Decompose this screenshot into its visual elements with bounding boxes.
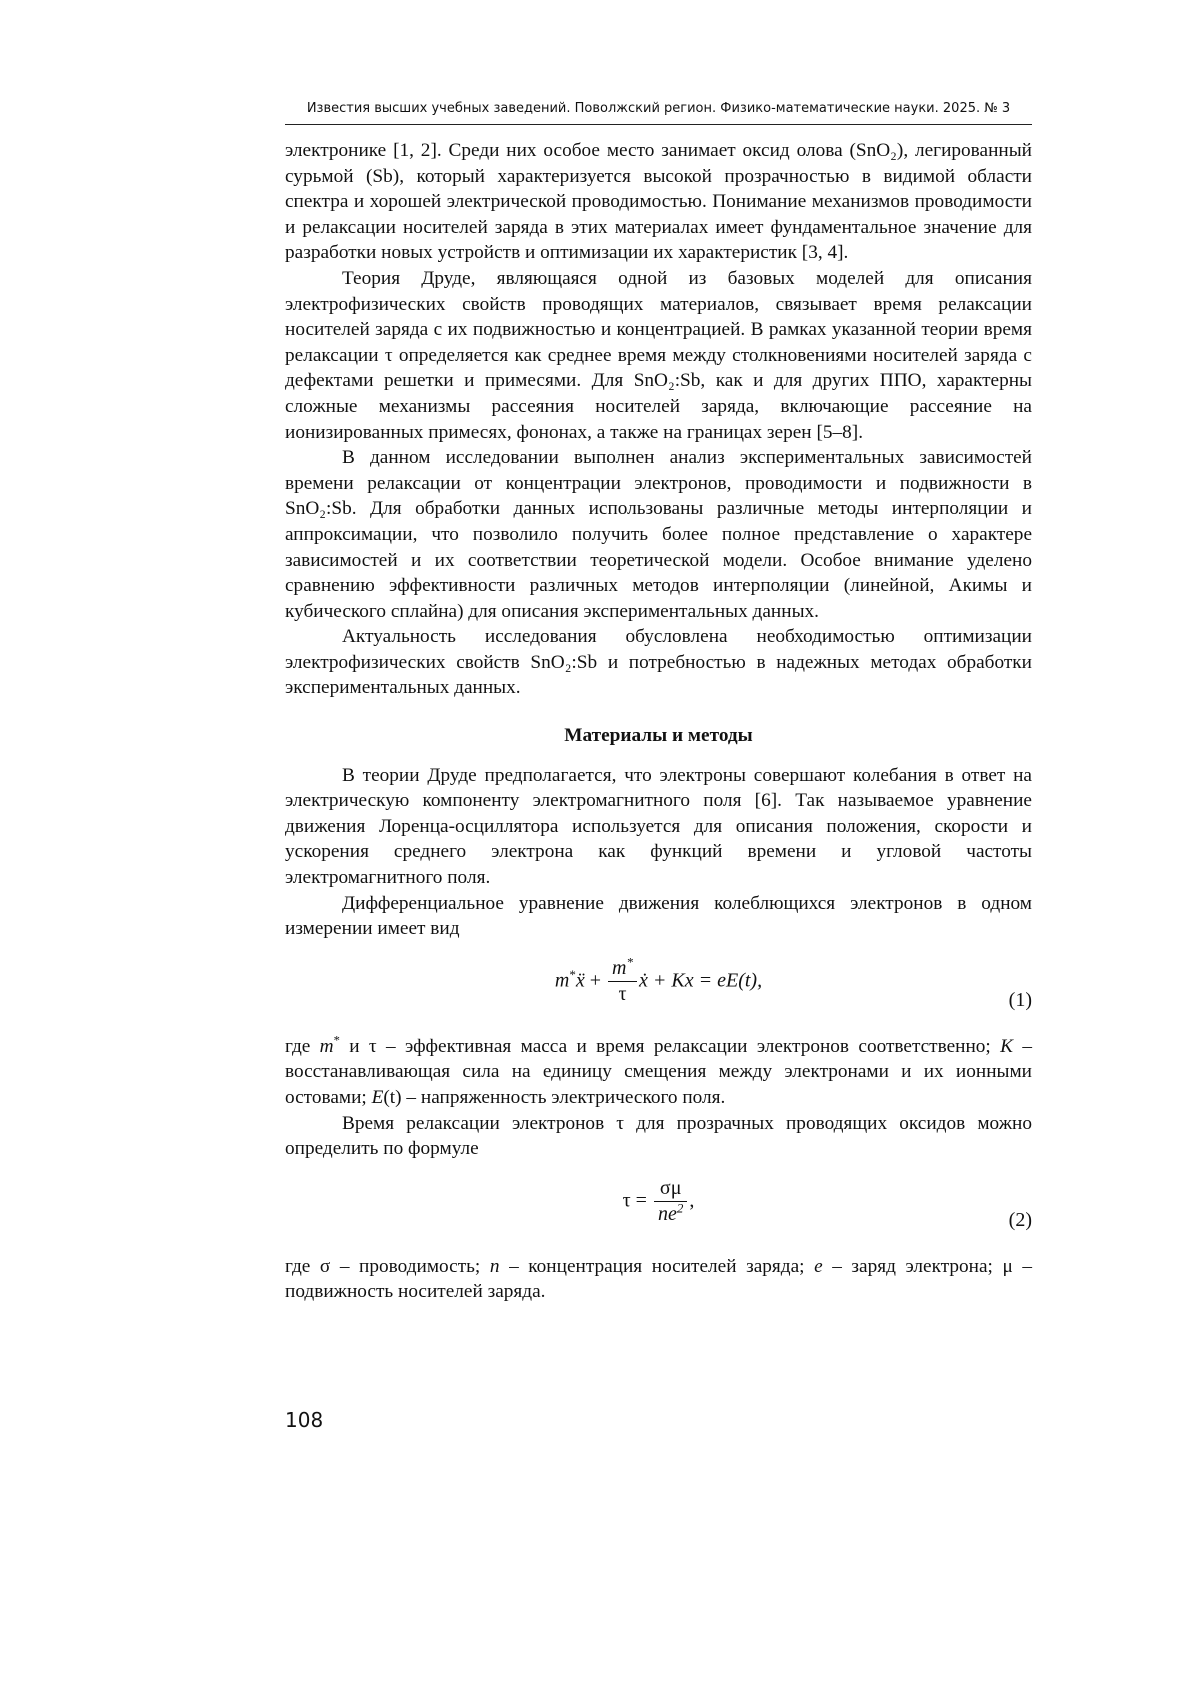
article-body	[285, 138, 1032, 1305]
section-heading-methods: Материалы и методы	[564, 725, 753, 747]
paragraph-eq1-definitions: где m* и τ – эффективная масса и время релаксации электронов соответственно; K – восстанавливающая сила на единицу смещения между электронами и их ионными остовами; E(t) – напряженность электрического поля.	[285, 1033, 1033, 1108]
equation-1-formula: m*ẍ + $\frac{m^*}{\tau}$ ẋ + Kx = eE(t),	[285, 956, 1032, 1008]
page-number: 108	[285, 1408, 324, 1432]
equation-1-number: (1)	[1008, 988, 1032, 1011]
paragraph-diff-equation-intro: Дифференциальное уравнение движения колеблющихся электронов в одном измерении имеет вид	[285, 892, 1032, 940]
equation-2-number: (2)	[1008, 1208, 1032, 1231]
equation-2	[285, 1176, 1032, 1254]
paragraph-drude-oscillation: В теории Друде предполагается, что электроны совершают колебания в ответ на электрическую компоненту электромагнитного поля [6]. Так называемое уравнение движения Лоренца-осциллятора используется для описания положения, скорости и ускорения среднего электрона как функций времени и угловой частоты электромагнитного поля.	[285, 764, 1032, 889]
header-rule	[285, 124, 1032, 125]
equation-1-fraction: $\frac{m^*}{\tau}$	[608, 956, 637, 1008]
paragraph-relaxation-time-formula-intro: Время релаксации электронов τ для прозрачных проводящих оксидов можно определить по формуле	[285, 1112, 1032, 1160]
equation-1	[285, 956, 1032, 1034]
paragraph-intro-continued: электронике [1, 2]. Среди них особое место занимает оксид олова (SnO₂), легированный сурьмой (Sb), который характеризуется высокой прозрачностью в видимой области спектра и хорошей электрической проводимостью. Понимание механизмов проводимости и релаксации носителей заряда в этих материалах имеет фундаментальное значение для разработки новых устройств и оптимизации их характеристик [3, 4].	[285, 140, 1032, 264]
paragraph-relevance: Актуальность исследования обусловлена необходимостью оптимизации электрофизических свойств SnO₂:Sb и потребностью в надежных методах обработки экспериментальных данных.	[285, 626, 1032, 699]
paragraph-study-scope: В данном исследовании выполнен анализ экспериментальных зависимостей времени релаксации от концентрации электронов, проводимости и подвижности в SnO₂:Sb. Для обработки данных использованы различные методы интерполяции и аппроксимации, что позволило получить более полное представление о характере зависимостей и их соответствии теоретической модели. Особое внимание уделено сравнению эффективности различных методов интерполяции (линейной, Акимы и кубического сплайна) для описания экспериментальных данных.	[285, 447, 1032, 622]
equation-2-fraction: $\frac{\sigma\mu}{ne^2}$	[654, 1176, 687, 1228]
equation-2-formula: τ = $\frac{\sigma\mu}{ne^2}$ ,	[285, 1176, 1032, 1228]
paragraph-eq2-definitions: где σ – проводимость; n – концентрация носителей заряда; e – заряд электрона; μ – подвижность носителей заряда.	[285, 1255, 1032, 1303]
running-head: Известия высших учебных заведений. Поволжский регион. Физико-математические науки. 2025. № 3	[306, 101, 1011, 116]
paragraph-drude-theory: Теория Друде, являющаяся одной из базовых моделей для описания электрофизических свойств проводящих материалов, связывает время релаксации носителей заряда с их подвижностью и концентрацией. В рамках указанной теории время релаксации τ определяется как среднее время между столкновениями носителей заряда с дефектами решетки и примесями. Для SnO₂:Sb, как и для других ППО, характерны сложные механизмы рассеяния носителей заряда, включающие рассеяние на ионизированных примесях, фононах, а также на границах зерен [5–8].	[285, 267, 1032, 443]
